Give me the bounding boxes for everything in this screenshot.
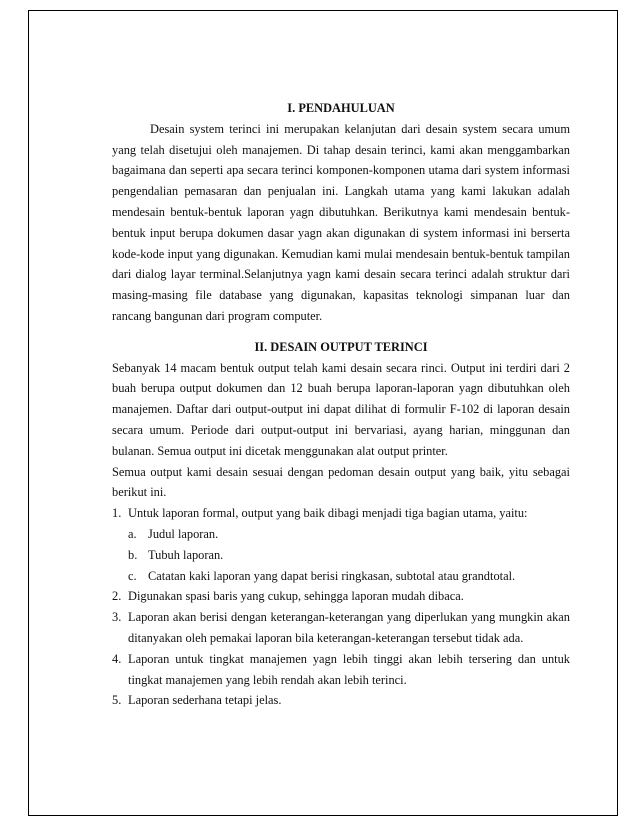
list-item-text: Laporan untuk tingkat manajemen yagn lebih tinggi akan lebih tersering dan untuk tingkat manajemen yang lebih rendah akan lebih terinci. [128, 651, 570, 687]
list-item [112, 503, 570, 586]
sub-list-item-text: Catatan kaki laporan yang dapat berisi ringkasan, subtotal atau grandtotal. [148, 568, 516, 583]
section-2-paragraph-2: Semua output kami desain sesuai dengan pedoman desain output yang baik, yitu sebagai berikut ini. [112, 464, 570, 500]
sub-list [128, 524, 570, 586]
list-item [112, 607, 570, 649]
sub-list-letter: a. [128, 526, 137, 541]
list-item-text: Digunakan spasi baris yang cukup, sehingga laporan mudah dibaca. [128, 589, 464, 604]
list-item-text: Laporan sederhana tetapi jelas. [128, 693, 282, 708]
section-1-title: I. PENDAHULUAN [287, 101, 395, 115]
guideline-list [112, 503, 570, 711]
list-number: 5. [112, 693, 122, 708]
section-2-title: II. DESAIN OUTPUT TERINCI [254, 339, 428, 354]
list-number: 2. [112, 589, 122, 604]
document-body [112, 98, 570, 711]
sub-list-item-text: Judul laporan. [148, 526, 219, 541]
list-item-text: Untuk laporan formal, output yang baik dibagi menjadi tiga bagian utama, yaitu: [128, 506, 528, 521]
sub-list-item-text: Tubuh laporan. [148, 547, 224, 562]
list-item [112, 586, 570, 607]
sub-list-letter: b. [128, 547, 138, 562]
list-item [112, 690, 570, 711]
sub-list-item [128, 545, 570, 566]
section-2-paragraph-1: Sebanyak 14 macam bentuk output telah kami desain secara rinci. Output ini terdiri dari 2 buah berupa output dokumen dan 12 buah berupa laporan-laporan yagn dibutuhkan oleh manajemen. Daftar dari output-output ini dapat dilihat di formulir F-102 di laporan desain secara umum. Periode dari output-output ini bervariasi, ayang harian, minggunan dan bulanan. Semua output ini dicetak menggunakan alat output printer. [112, 360, 570, 458]
list-number: 4. [112, 651, 122, 666]
sub-list-item [128, 566, 570, 587]
section-1-paragraph: Desain system terinci ini merupakan kelanjutan dari desain system secara umum yang telah disetujui oleh manajemen. Di tahap desain terinci, kami akan menggambarkan bagaimana dan seperti apa secara terinci komponen-komponen utama dari system informasi pengendalian pemasaran dan penjualan ini. Langkah utama yang kami lakukan adalah mendesain bentuk-bentuk laporan yagn dibutuhkan. Berikutnya kami mendesain bentuk-bentuk input berupa dokumen dasar yagn akan digunakan di system informasi ini berserta kode-kode input yang digunakan. Kemudian kami mulai mendesain bentuk-bentuk tampilan dari dialog layar terminal.Selanjutnya yagn kami desain secara terinci adalah struktur dari masing-masing file database yang digunakan, kapasitas teknologi simpanan luar dan rancang bangunan dari program computer. [112, 121, 570, 323]
sub-list-item [128, 524, 570, 545]
sub-list-letter: c. [128, 568, 137, 583]
list-number: 1. [112, 506, 122, 521]
list-item-text: Laporan akan berisi dengan keterangan-keterangan yang diperlukan yang mungkin akan ditanyakan oleh pemakai laporan bila keterangan-keterangan tersebut tidak ada. [128, 610, 570, 645]
list-item [112, 649, 570, 691]
list-number: 3. [112, 610, 122, 625]
